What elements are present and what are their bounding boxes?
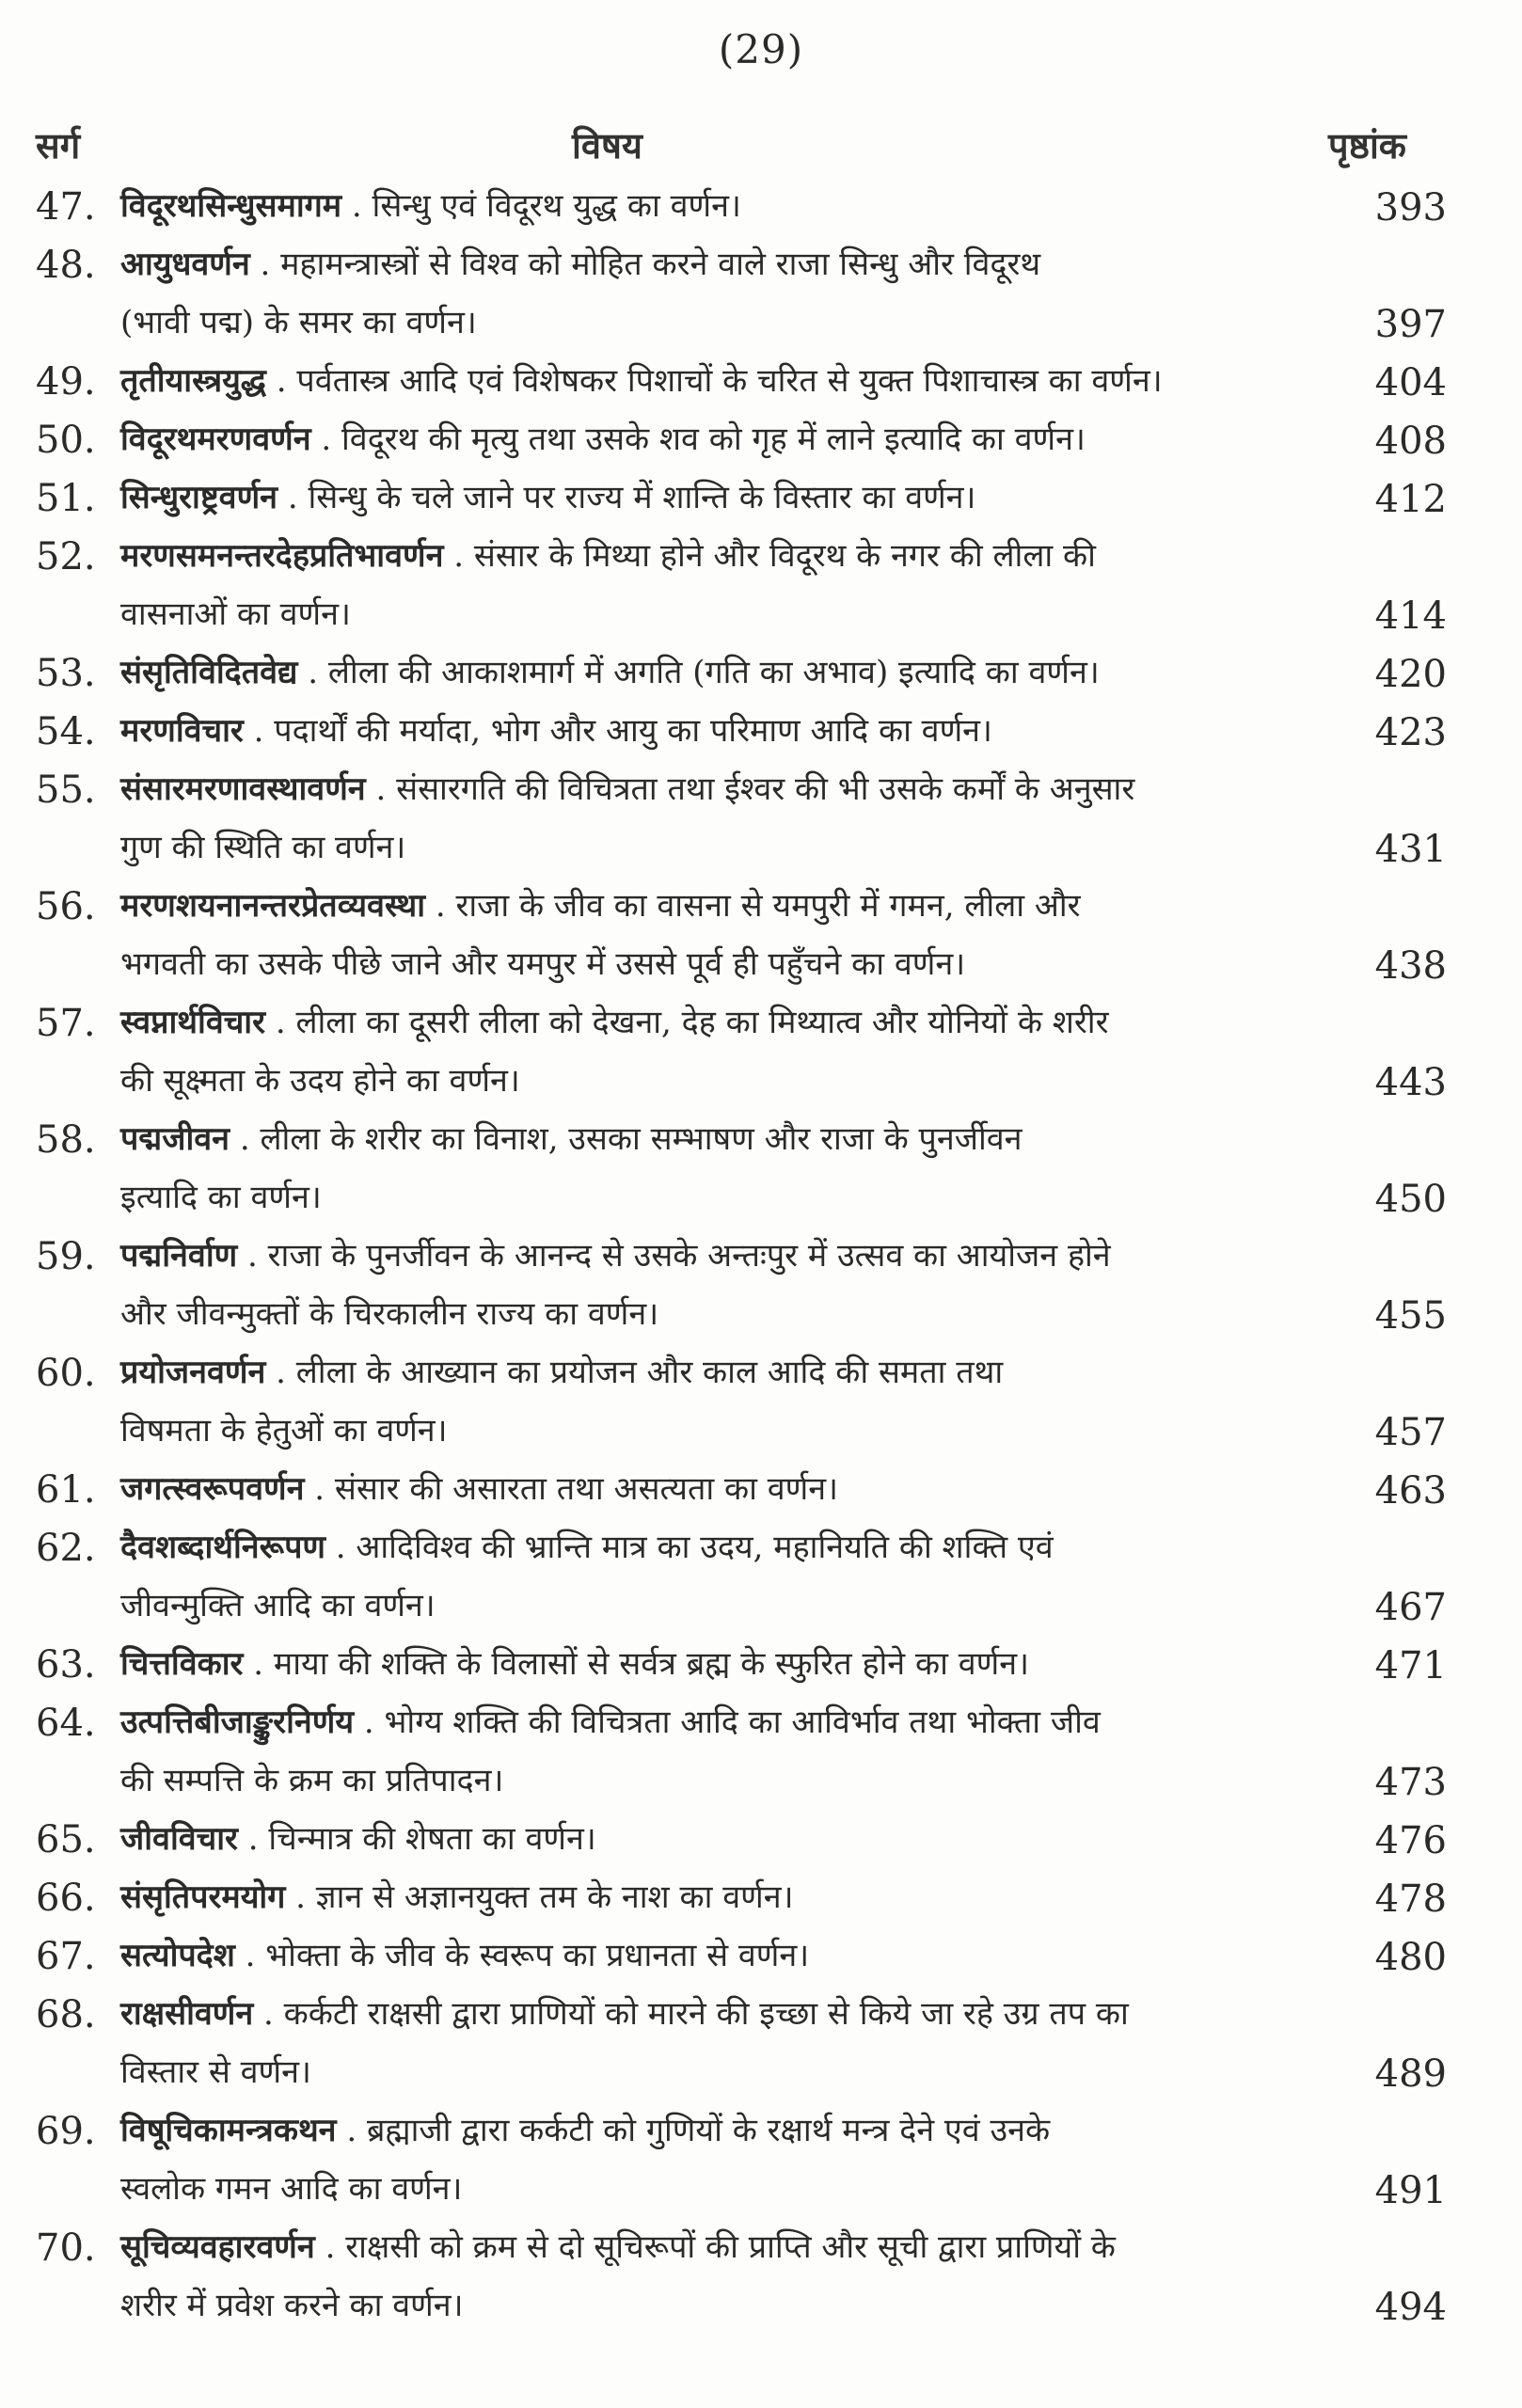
entry-page-number: 476 (1374, 1819, 1447, 1862)
toc-entry (0, 1110, 1522, 1227)
entry-page-number: 420 (1374, 653, 1447, 696)
page-number: (29) (718, 26, 804, 72)
entry-title: दैवशब्दार्थनिरूपण (120, 1529, 325, 1566)
column-header-sarg: सर्ग (36, 124, 81, 166)
entry-number: 61. (36, 1468, 96, 1512)
entry-page-number: 467 (1374, 1586, 1447, 1629)
entry-description: . लीला के आख्यान का प्रयोजन और काल आदि की समता तथा (265, 1354, 1004, 1391)
entry-number: 56. (36, 885, 96, 928)
entry-page-number: 457 (1374, 1411, 1447, 1454)
entry-number: 57. (36, 1002, 96, 1045)
entry-page-number: 494 (1374, 2286, 1447, 2329)
entry-number: 48. (36, 244, 96, 287)
entry-description-continued: की सूक्ष्मता के उदय होने का वर्णन। (120, 1062, 520, 1100)
entry-description-continued: विस्तार से वर्णन। (120, 2053, 311, 2091)
toc-entry (0, 1926, 1522, 1985)
toc-entry (0, 877, 1522, 993)
toc-entry (0, 1518, 1522, 1635)
entry-number: 70. (36, 2226, 96, 2270)
entry-title: चित्तविकार (120, 1645, 244, 1683)
entry-title: पद्मनिर्वाण (120, 1237, 238, 1275)
entry-description-continued: भगवती का उसके पीछे जाने और यमपुर में उससे पूर्व ही पहुँचने का वर्णन। (120, 945, 966, 983)
entry-text (120, 1810, 1419, 1868)
entry-description: . पदार्थों की मर्यादा, भोग और आयु का परिमाण आदि का वर्णन। (243, 712, 992, 750)
entry-page-number: 489 (1374, 2052, 1447, 2096)
entry-number: 50. (36, 419, 96, 462)
entry-text (120, 993, 1419, 1110)
entry-number: 47. (36, 185, 96, 229)
entry-page-number: 412 (1374, 478, 1447, 521)
entry-page-number: 408 (1374, 420, 1447, 463)
toc-entry (0, 702, 1522, 760)
toc-entry (0, 468, 1522, 527)
entry-text (120, 1635, 1419, 1693)
entry-description: . ज्ञान से अज्ञानयुक्त तम के नाश का वर्णन। (285, 1878, 794, 1916)
toc-entry (0, 1985, 1522, 2101)
entry-title: जगत्स्वरूपवर्णन (120, 1470, 305, 1508)
entry-description: . लीला के शरीर का विनाश, उसका सम्भाषण और राजा के पुनर्जीवन (230, 1120, 1023, 1158)
column-header-vishay: विषय (572, 124, 642, 166)
entry-page-number: 393 (1374, 186, 1447, 230)
entry-description-continued: स्वलोक गमन आदि का वर्णन। (120, 2170, 463, 2208)
entry-page-number: 471 (1374, 1644, 1447, 1687)
entry-description: . राजा के पुनर्जीवन के आनन्द से उसके अन्तःपुर में उत्सव का आयोजन होने (237, 1237, 1111, 1275)
entry-description: . ब्रह्माजी द्वारा कर्कटी को गुणियों के रक्षार्थ मन्त्र देने एवं उनके (336, 2112, 1051, 2149)
entry-description: . महामन्त्रास्त्रों से विश्व को मोहित करने वाले राजा सिन्धु और विदूरथ (249, 246, 1041, 283)
entry-description: . संसार के मिथ्या होने और विदूरथ के नगर की लीला की (443, 537, 1096, 575)
entry-description-continued: जीवन्मुक्ति आदि का वर्णन। (120, 1587, 436, 1624)
entry-text (120, 2101, 1419, 2218)
entry-title: विषूचिकामन्त्रकथन (120, 2112, 337, 2149)
toc-entry (0, 760, 1522, 877)
entry-number: 64. (36, 1702, 96, 1745)
entry-number: 63. (36, 1643, 96, 1687)
toc-entry (0, 352, 1522, 410)
entry-description-continued: विषमता के हेतुओं का वर्णन। (120, 1412, 448, 1450)
column-header-prishthank: पृष्ठांक (1328, 124, 1406, 166)
entry-text (120, 410, 1419, 468)
entry-page-number: 491 (1374, 2169, 1447, 2212)
entry-title: संसारमरणावस्थावर्णन (120, 770, 366, 808)
toc-entry (0, 1635, 1522, 1693)
toc-entry (0, 1227, 1522, 1343)
entry-page-number: 423 (1374, 711, 1447, 754)
entry-text (120, 468, 1419, 527)
entry-title: पद्मजीवन (120, 1120, 230, 1158)
entry-number: 55. (36, 768, 96, 812)
toc-entry (0, 1343, 1522, 1460)
entry-text (120, 1985, 1419, 2101)
entry-title: विदूरथसिन्धुसमागम (120, 187, 342, 225)
entry-description: . लीला की आकाशमार्ग में अगति (गति का अभाव) इत्यादि का वर्णन। (297, 654, 1100, 691)
toc-entry (0, 1693, 1522, 1810)
entry-description: . संसारगति की विचित्रता तथा ईश्वर की भी उसके कर्मों के अनुसार (365, 770, 1135, 808)
toc-entry (0, 527, 1522, 643)
entry-number: 59. (36, 1235, 96, 1278)
entry-text (120, 235, 1419, 352)
entry-description-continued: शरीर में प्रवेश करने का वर्णन। (120, 2287, 464, 2324)
entry-text (120, 1110, 1419, 1227)
entry-description-continued: की सम्पत्ति के क्रम का प्रतिपादन। (120, 1762, 504, 1799)
entry-description: . आदिविश्व की भ्रान्ति मात्र का उदय, महानियति की शक्ति एवं (325, 1529, 1054, 1566)
entry-text (120, 527, 1419, 643)
entry-page-number: 443 (1374, 1061, 1447, 1104)
entry-number: 60. (36, 1352, 96, 1395)
entry-text (120, 2218, 1419, 2335)
entry-page-number: 431 (1374, 828, 1447, 871)
toc-entry (0, 993, 1522, 1110)
toc-entry (0, 1460, 1522, 1518)
entry-title: सूचिव्यवहारवर्णन (120, 2228, 315, 2266)
entry-number: 52. (36, 535, 96, 578)
toc-entry (0, 177, 1522, 235)
entry-text (120, 702, 1419, 760)
entry-text (120, 1518, 1419, 1635)
entry-number: 67. (36, 1935, 96, 1978)
entry-description-continued: और जीवन्मुक्तों के चिरकालीन राज्य का वर्णन। (120, 1295, 659, 1333)
entry-description: . लीला का दूसरी लीला को देखना, देह का मिथ्यात्व और योनियों के शरीर (265, 1004, 1109, 1041)
entry-title: संसृतिविदितवेद्य (120, 654, 298, 691)
entry-number: 69. (36, 2110, 96, 2153)
entry-description: . संसार की असारता तथा असत्यता का वर्णन। (304, 1470, 838, 1508)
toc-entry (0, 1810, 1522, 1868)
entry-number: 65. (36, 1818, 96, 1861)
entry-description: . भोग्य शक्ति की विचित्रता आदि का आविर्भाव तथा भोक्ता जीव (354, 1703, 1101, 1741)
entry-description: . कर्कटी राक्षसी द्वारा प्राणियों को मारने की इच्छा से किये जा रहे उग्र तप का (253, 1995, 1129, 2033)
entry-page-number: 478 (1374, 1877, 1447, 1921)
entry-number: 68. (36, 1993, 96, 2036)
entry-page-number: 480 (1374, 1936, 1447, 1979)
toc-entry (0, 410, 1522, 468)
entry-title: सिन्धुराष्ट्रवर्णन (120, 479, 278, 516)
entry-text (120, 1693, 1419, 1810)
entry-title: सत्योपदेश (120, 1937, 235, 1974)
entry-title: तृतीयास्त्रयुद्ध (120, 362, 266, 400)
entry-description-continued: इत्यादि का वर्णन। (120, 1179, 322, 1216)
entry-text (120, 1926, 1419, 1985)
entry-title: उत्पत्तिबीजाङ्कुरनिर्णय (120, 1703, 355, 1741)
entry-text (120, 1460, 1419, 1518)
entry-description: . राजा के जीव का वासना से यमपुरी में गमन, लीला और (425, 887, 1081, 925)
entry-text (120, 760, 1419, 877)
entry-page-number: 397 (1374, 303, 1447, 346)
entry-description: . सिन्धु एवं विदूरथ युद्ध का वर्णन। (341, 187, 741, 225)
entry-text (120, 1227, 1419, 1343)
entry-page-number: 450 (1374, 1178, 1447, 1221)
entry-description: . भोक्ता के जीव के स्वरूप का प्रधानता से वर्णन। (234, 1937, 810, 1974)
entry-title: आयुधवर्णन (120, 246, 250, 283)
entry-number: 62. (36, 1527, 96, 1570)
toc-entry (0, 2101, 1522, 2218)
entry-page-number: 455 (1374, 1294, 1447, 1338)
entry-title: विदूरथमरणवर्णन (120, 420, 311, 458)
entry-number: 54. (36, 710, 96, 753)
entry-number: 51. (36, 477, 96, 520)
entry-description: . विदूरथ की मृत्यु तथा उसके शव को गृह में लाने इत्यादि का वर्णन। (310, 420, 1086, 458)
entry-text (120, 643, 1419, 702)
toc-entry (0, 2218, 1522, 2335)
entry-description: . सिन्धु के चले जाने पर राज्य में शान्ति के विस्तार का वर्णन। (277, 479, 976, 516)
entry-title: मरणसमनन्तरदेहप्रतिभावर्णन (120, 537, 444, 575)
entry-number: 53. (36, 652, 96, 695)
toc-entry (0, 643, 1522, 702)
entry-title: राक्षसीवर्णन (120, 1995, 254, 2033)
entry-description: . चिन्मात्र की शेषता का वर्णन। (237, 1820, 596, 1858)
entry-text (120, 352, 1419, 410)
entry-description-continued: गुण की स्थिति का वर्णन। (120, 829, 406, 866)
entry-page-number: 438 (1374, 944, 1447, 988)
entry-text (120, 177, 1419, 235)
entry-page-number: 473 (1374, 1761, 1447, 1804)
entry-text (120, 1868, 1419, 1926)
entry-title: मरणविचार (120, 712, 244, 750)
entry-title: स्वप्नार्थविचार (120, 1004, 266, 1041)
entry-description: . राक्षसी को क्रम से दो सूचिरूपों की प्राप्ति और सूची द्वारा प्राणियों के (314, 2228, 1116, 2266)
toc-entry (0, 1868, 1522, 1926)
entry-description-continued: वासनाओं का वर्णन। (120, 595, 351, 633)
entry-title: जीवविचार (120, 1820, 238, 1858)
entry-number: 49. (36, 360, 96, 404)
entry-description: . पर्वतास्त्र आदि एवं विशेषकर पिशाचों के चरित से युक्त पिशाचास्त्र का वर्णन। (265, 362, 1163, 400)
entry-title: संसृतिपरमयोग (120, 1878, 286, 1916)
entry-description-continued: (भावी पद्म) के समर का वर्णन। (120, 304, 477, 341)
entry-number: 58. (36, 1118, 96, 1162)
toc-entry (0, 235, 1522, 352)
entry-description: . माया की शक्ति के विलासों से सर्वत्र ब्रह्म के स्फुरित होने का वर्णन। (243, 1645, 1029, 1683)
entry-text (120, 1343, 1419, 1460)
entry-page-number: 404 (1374, 361, 1447, 404)
entry-title: प्रयोजनवर्णन (120, 1354, 266, 1391)
entry-title: मरणशयनानन्तरप्रेतव्यवस्था (120, 887, 426, 925)
entry-text (120, 877, 1419, 993)
entry-page-number: 414 (1374, 594, 1447, 638)
entry-number: 66. (36, 1877, 96, 1920)
entry-page-number: 463 (1374, 1469, 1447, 1513)
